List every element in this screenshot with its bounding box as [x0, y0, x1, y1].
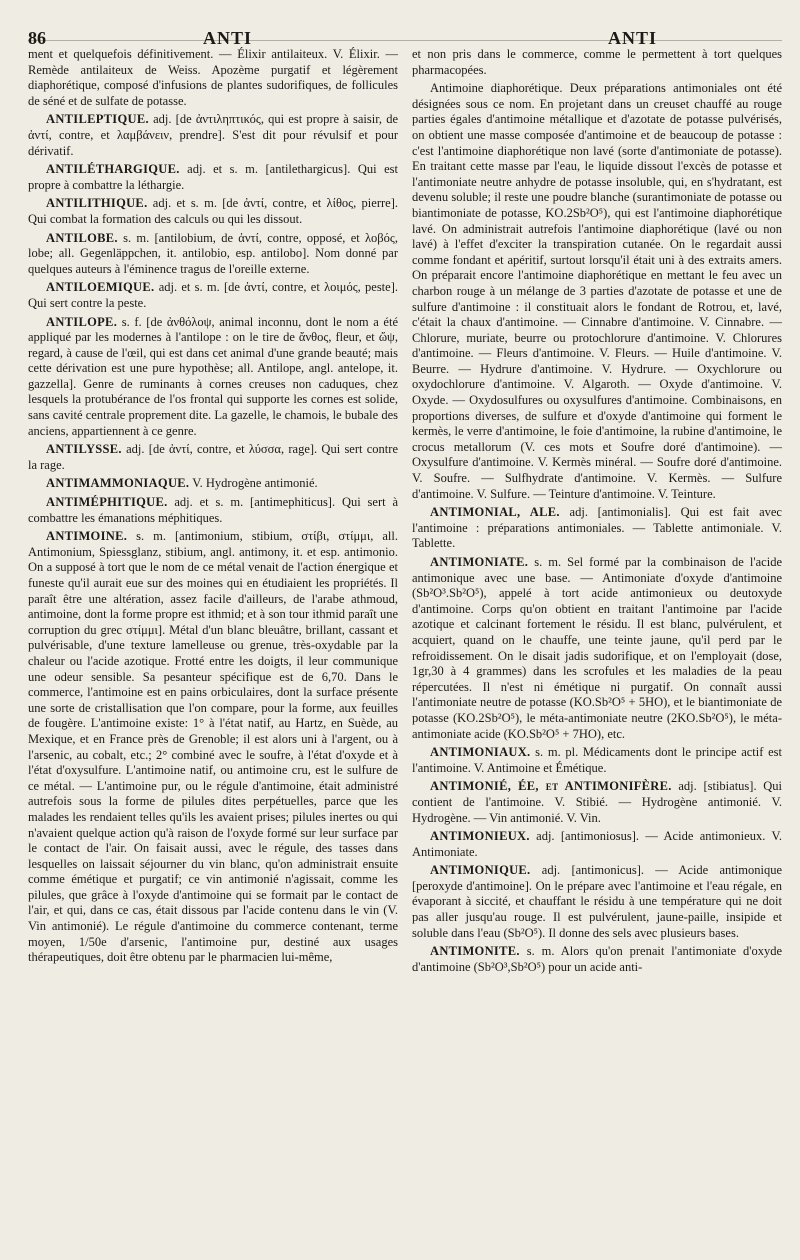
- headword: ANTILOBE.: [46, 230, 118, 245]
- entry-antilethargique: [28, 162, 398, 193]
- entry-antilobe: [28, 231, 398, 278]
- definition: adj. [antimonicus]. — Acide antimonique [peroxyde d'antimoine]. On le prépare avec l'antimoine et l'eau régale, en évaporant à siccité, et chauffant le résidu à une température qui ne doit pas aller jusqu'au rouge. Il est pulvérulent, jaune-paille, insipide et soluble dans l'eau (Sb²O⁵). Il donne des sels avec plusieurs bases.: [412, 863, 782, 940]
- page-header: [28, 0, 782, 48]
- definition: V. Hydrogène antimonié.: [189, 476, 318, 491]
- entry-antilope: [28, 315, 398, 440]
- definition: adj. et s. m. [de ἀντί, contre, et λίθος, pierre]. Qui combat la formation des calculs ou qui les dissout.: [28, 196, 398, 226]
- headword: ANTILÉTHARGIQUE.: [46, 162, 180, 177]
- headword: ANTIMOINE.: [46, 529, 128, 544]
- entry-antilithique: [28, 196, 398, 227]
- definition: adj. et s. m. [antimephiticus]. Qui sert à combattre les émanations méphitiques.: [28, 495, 398, 525]
- headword: ANTIMONIATE.: [430, 555, 529, 569]
- definition: s. m. [antimonium, stibium, στίβι, στίμμι, all. Antimonium, Spiessglanz, stibium, angl. antimony, it. et esp. antimonio. On a supposé à tort que le nom de ce métal venait de l'action énergique et funeste qu'il aurait eue sur des moines qui en étudiaient les propriétés. Il paraît être une altération, assez facile d'ailleurs, de l'arabe athmoud, antimoine, dont la forme propre est ithmid; et à son tour ithmid paraît une corruption du grec στίμμι]. Métal d'un blanc bleuâtre, brillant, cassant et pulvérisable, d'une texture lamelleuse ou grenue, très-oxydable par la chaleur ou l'acide azotique. Frotté entre les doigts, il leur communique une odeur sensible. Sa pesanteur spécifique est de 6,70. Dans le commerce, l'antimoine est en pains orbiculaires, dont la surface présente une sorte de cristallisation que l'on compare, pour la forme, aux feuilles de fougère. L'antimoine existe: 1° à l'état natif, au Hartz, en Suède, au Mexique, et en France près de Grenoble; il est alors uni à l'argent, ou à l'arsenic, au cobalt, etc.; 2° combiné avec le soufre, à l'état d'oxyde et à l'état d'oxysulfure. L'antimoine natif, ou antimoine cru, est le sulfure de ce métal. — L'antimoine pur, ou le régule d'antimoine, était administré autrefois sous la forme de pilules dites perpétuelles, parce que les malades les rendaient telles qu'ils les avaient prises; pilules inertes ou qui n'avaient quelque action qu'à raison de l'oxyde formé sur leur surface par le contact de l'air. On faisait aussi, avec le régule, des tasses dans lesquelles on laissait séjourner du vin blanc, qu'on administrait ensuite comme émétique et purgatif; ce vin antimonié n'agissait, comme les pilules, que grâce à l'oxyde d'antimoine qui se formait par le contact de l'air, et qui, dans ce cas, était dissous par l'acide contenu dans le vin (V. Vin antimonié). Le régule d'antimoine du commerce contenant, terme moyen, 1/50e d'arsenic, l'antimoine pur, destiné aux usages thérapeutiques, doit être obtenu par le pharmacien lui-même,: [28, 529, 398, 965]
- definition: adj. [de ἀντί, contre, et λύσσα, rage]. Qui sert contre la rage.: [28, 442, 398, 472]
- entry-continuation: ment et quelquefois définitivement. — Élixir antilaiteux. V. Élixir. — Remède antilaiteux de Weiss. Apozème purgatif et légèrement diaphorétique, composé d'infusions de plantes sudorifiques, de follicules de séné et de sulfate de potasse.: [28, 47, 398, 108]
- definition: adj. et s. m. [antilethargicus]. Qui est propre à combattre la léthargie.: [28, 162, 398, 192]
- entry-antimonite: [412, 944, 782, 975]
- entry-antimammoniaque: [28, 476, 398, 492]
- headword: ANTIMONITE.: [430, 944, 520, 959]
- definition: adj. [antimoniosus]. — Acide antimonieux. V. Antimoniate.: [412, 829, 782, 859]
- entry-antimonique: [412, 863, 782, 941]
- headword: ANTILEPTIQUE.: [46, 112, 149, 127]
- entry-antimoine: [28, 529, 398, 966]
- running-head-left: ANTI: [203, 28, 253, 48]
- definition: s. m. Sel formé par la combinaison de l'acide antimonique avec une base. — Antimoniate d'oxyde d'antimoine (Sb²O³.Sb²O⁵), appelé à tort acide antimonieux ou deutoxyde d'antimoine. Corps qu'on obtient en traitant l'antimoine par l'acide azotique et calcinant fortement le résidu. Il est blanc, pulvérulent, et acquiert, quand on le chauffe, une teinte jaune, qu'il perd par le refroidissement. On le disait jadis sudorifique, et on l'employait (dose, 1gr,30 à 4 grammes) dans les scrofules et les maladies de la peau répercutées. Il n'est ni émétique ni purgatif. On connaît aussi l'antimoniate neutre de potasse (KO.Sb²O⁵ + 5HO), et le biantimoniate de potasse (KO.2Sb²O⁵), le méta-antimoniate neutre (2KO.Sb²O⁵), le méta-antimoniate acide (KO.Sb²O⁵ + 7HO), etc.: [412, 555, 782, 741]
- page-number: 86: [28, 28, 46, 48]
- entry-antimonieux: [412, 829, 782, 860]
- definition: s. f. [de ἀνθόλοψ, animal inconnu, dont le nom a été appliqué par les modernes à l'antilope : on le tire de ἄνθος, fleur, et ὤψ, regard, à cause de l'œil, qui est dans cet animal d'une grande beauté; mais cette dérivation est une pure hypothèse; all. Antilope, angl. antelope, it. gazzella]. Genre de ruminants à cornes creuses non caduques, chez lesquels la protubérance de l'os frontal qui supporte les cornes est solide, sans cavité centrale proprement dite. La gazelle, le chamois, le bubale des anciens, appartiennent à ce genre.: [28, 314, 398, 438]
- entry-antileptique: [28, 112, 398, 159]
- headword: ANTIMONIAL, ALE.: [430, 505, 560, 520]
- two-column-body: [28, 47, 782, 978]
- headword: ANTILITHIQUE.: [46, 196, 148, 211]
- entry-antiloemique: [28, 280, 398, 311]
- entry-antimephitique: [28, 495, 398, 526]
- definition: s. m. [antilobium, de ἀντί, contre, opposé, et λοβός, lobe; all. Gegenläppchen, it. antilobio, esp. antilobo]. Nom donné par quelques auteurs à l'éminence tragus de l'oreille externe.: [28, 230, 398, 276]
- definition: adj. et s. m. [de ἀντί, contre, et λοιμός, peste]. Qui sert contre la peste.: [28, 280, 398, 310]
- definition: s. m. pl. Médicaments dont le principe actif est l'antimoine. V. Antimoine et Émétique.: [412, 745, 782, 775]
- definition: adj. [antimonialis]. Qui est fait avec l'antimoine : préparations antimoniales. — Tablette antimoniale. V. Tablette.: [412, 505, 782, 551]
- headword: ANTIMONIÉ, ÉE, et ANTIMONIFÈRE.: [430, 779, 672, 794]
- entry-continuation: et non pris dans le commerce, comme le permettent à tort quelques pharmacopées.: [412, 47, 782, 77]
- definition: adj. [de ἀντιληπτικός, qui est propre à saisir, de ἀντί, contre, et λαμβάνειν, prendre]. S'est dit pour révulsif et pour dérivatif.: [28, 112, 398, 158]
- entry-antilysse: [28, 442, 398, 473]
- entry-antimoniate: [412, 555, 782, 742]
- headword: ANTIMONIEUX.: [430, 829, 530, 844]
- headword: ANTILOPE.: [46, 314, 118, 329]
- definition: s. m. Alors qu'on prenait l'antimoniate d'oxyde d'antimoine (Sb²O³,Sb²O⁵) pour un acide anti-: [412, 944, 782, 974]
- headword: ANTIMONIQUE.: [430, 863, 531, 878]
- right-column: [412, 47, 782, 978]
- subentry-antimoine-diaphoretique: Antimoine diaphorétique. Deux préparations antimoniales ont été désignées sous ce nom. En projetant dans un creuset chauffé au rouge parties égales d'antimoine métallique et d'azotate de potasse pulvérisés, on obtient une masse composée d'antimoine et de beaucoup de potasse : c'est l'antimoine diaphorétique non lavé (sorte d'antimoniate de potasse). En traitant cette masse par l'eau, le liquide dissout l'excès de potasse et l'antimoniate neutre anhydre de potasse insoluble, qui, en s'hydratant, est devenu soluble; il reste une poudre blanche (surantimoniate de potasse ou biantimoniate de potasse, KO.2Sb²O⁵), qui est l'antimoine diaphorétique lavé. On administrait autrefois l'antimoine diaphorétique (lavé ou non lavé) à l'effet d'exciter la transpiration cutanée. On le regardait aussi comme fondant et apéritif, surtout lorsqu'il était uni à des extraits amers. On préparait encore l'antimoine diaphorétique en mettant le feu avec un charbon rouge à un mélange de 3 parties d'azotate de potasse et une de sulfure d'antimoine : il constituait alors le fondant de Rotrou, et, lavé, c'était la chaux d'antimoine. — Cinnabre d'antimoine. V. Cinnabre. — Chlorure, muriate, beurre ou protochlorure d'antimoine. V. Chlorures d'antimoine. — Fleurs d'antimoine. V. Fleurs. — Huile d'antimoine. V. Beurre. — Hydrure d'antimoine. V. Hydrure. — Oxychlorure ou oxydochlorure d'antimoine. V. Algaroth. — Oxyde d'antimoine. V. Oxyde. — Oxydosulfures ou oxysulfures d'antimoine. Combinaisons, en proportions diverses, de sulfure et d'oxyde d'antimoine qui forment le kermès, le verre d'antimoine, le foie d'antimoine, la rubine d'antimoine, le crocus metallorum (V. ces mots et Soufre doré d'antimoine). — Oxysulfure d'antimoine. V. Kermès minéral. — Soufre doré d'antimoine. V. Soufre. — Sulfhydrate d'antimoine. V. Kermès. — Sulfure d'antimoine. V. Sulfure. — Teinture d'antimoine. V. Teinture.: [412, 81, 782, 501]
- entry-antimoniaux: [412, 745, 782, 776]
- running-head-right: ANTI: [608, 28, 658, 48]
- headword: ANTIMAMMONIAQUE.: [46, 476, 190, 491]
- headword: ANTILYSSE.: [46, 442, 122, 457]
- headword: ANTIMÉPHITIQUE.: [46, 495, 168, 510]
- entry-antimonial: [412, 505, 782, 552]
- headword: ANTILOEMIQUE.: [46, 280, 155, 295]
- entry-antimonie: [412, 779, 782, 826]
- definition: adj. [stibiatus]. Qui contient de l'antimoine. V. Stibié. — Hydrogène antimonié. V. Hydrogène. — Vin antimonié. V. Vin.: [412, 779, 782, 825]
- headword: ANTIMONIAUX.: [430, 745, 531, 760]
- left-column: [28, 47, 398, 978]
